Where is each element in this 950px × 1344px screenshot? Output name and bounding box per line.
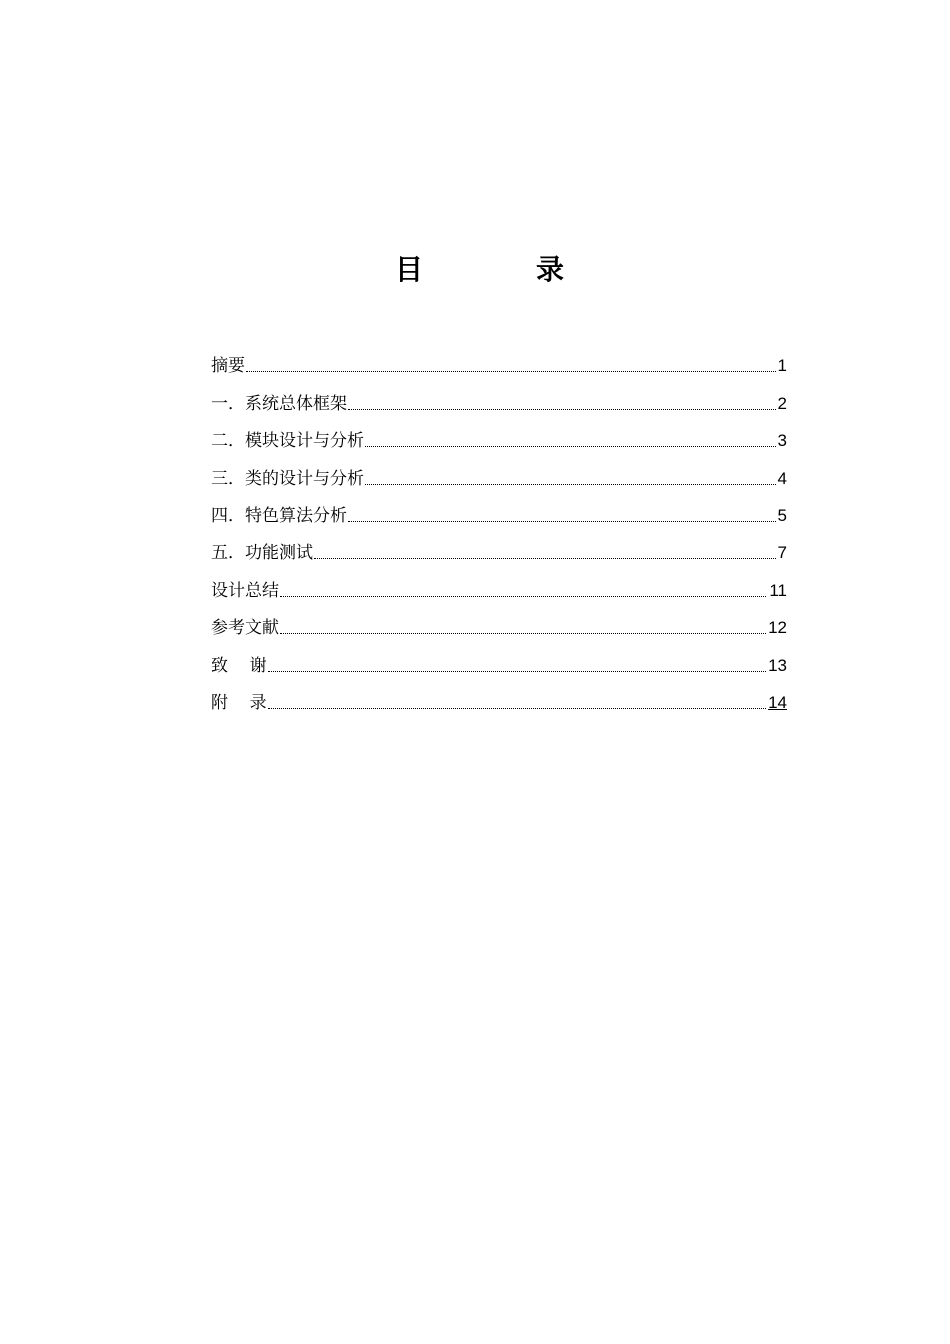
toc-entry-references[interactable] [211,602,787,639]
toc-entry-page: 2 [777,393,787,413]
toc-entry-page: 5 [777,505,787,525]
toc-dot-leader [314,557,776,559]
toc-entry-label: 三．类的设计与分析 [211,468,364,489]
toc-entry-chapter-3[interactable] [211,452,787,489]
toc-entry-chapter-1[interactable] [211,377,787,414]
toc-entry-chapter-2[interactable] [211,415,787,452]
toc-entry-label: 四．特色算法分析 [211,505,347,526]
toc-entry-label: 一．系统总体框架 [211,393,347,414]
toc-entry-page: 14 [768,692,787,712]
toc-entry-appendix[interactable] [211,677,787,714]
toc-entry-abstract[interactable] [211,340,787,377]
toc-entry-page: 3 [777,431,787,451]
toc-entry-page: 11 [769,580,787,600]
toc-entry-page: 7 [777,543,787,563]
toc-dot-leader [280,632,766,634]
toc-dot-leader [280,595,766,597]
toc-entry-acknowledgements[interactable] [211,639,787,676]
toc-dot-leader [365,483,776,485]
toc-dot-leader [268,707,766,709]
toc-entry-page: 12 [768,618,787,638]
toc-entry-chapter-4[interactable] [211,490,787,527]
toc-title-char-lu: 录 [536,253,565,286]
toc-entry-summary[interactable] [211,564,787,601]
toc-entry-page: 1 [777,356,787,376]
toc-entry-page: 4 [777,468,787,488]
toc-entry-label: 参考文献 [211,618,279,639]
toc-entry-label: 致 谢 [211,655,267,676]
toc-dot-leader [268,670,766,672]
toc-entry-label: 二．模块设计与分析 [211,431,364,452]
toc-entry-label: 设计总结 [211,580,279,601]
toc-title [0,252,950,292]
toc-entry-label: 摘要 [211,356,245,377]
toc-entry-page: 13 [768,655,787,675]
toc-dot-leader [348,408,776,410]
toc-dot-leader [365,445,776,447]
toc-title-char-mu: 目 [395,253,424,286]
toc-dot-leader [246,370,776,372]
toc-entry-label: 五．功能测试 [211,543,313,564]
toc-entry-chapter-5[interactable] [211,527,787,564]
toc-dot-leader [348,520,776,522]
toc-list [211,340,787,714]
toc-entry-label: 附 录 [211,692,267,713]
